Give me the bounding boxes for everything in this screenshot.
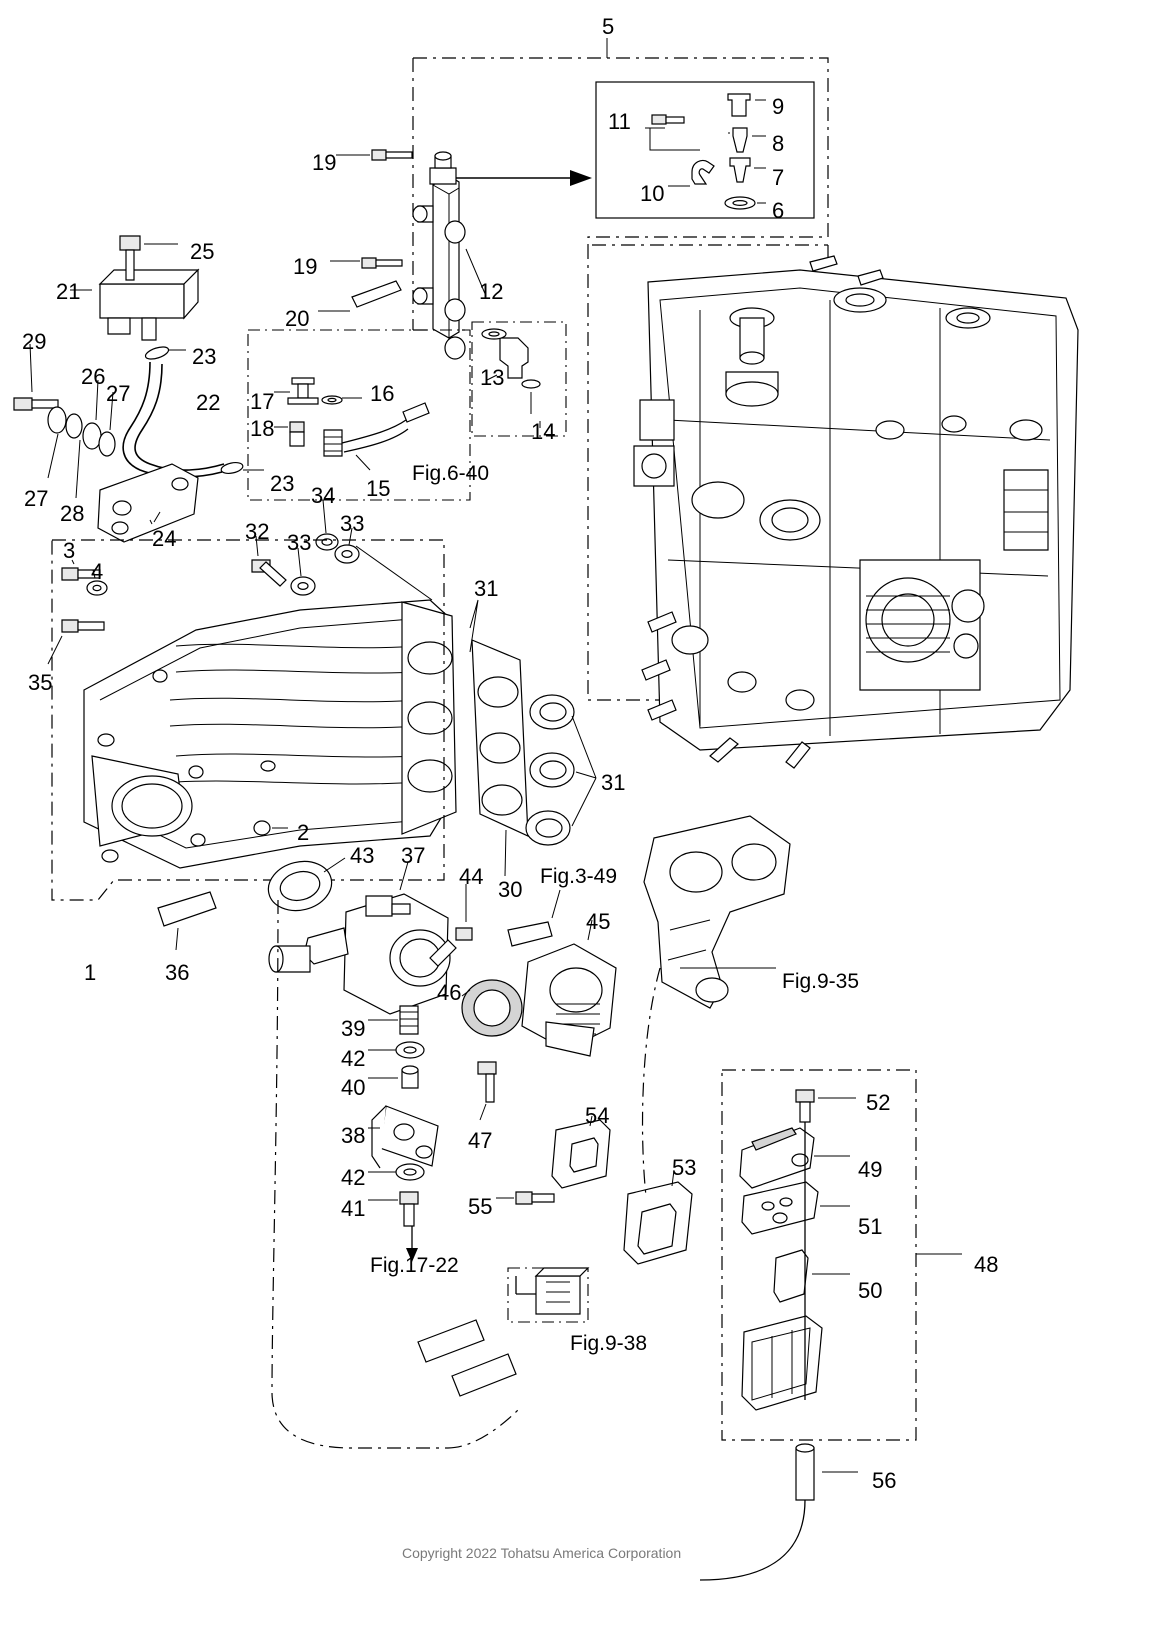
callout-8: 8 — [772, 131, 785, 156]
callout-10: 10 — [640, 181, 665, 206]
callout-21: 21 — [56, 279, 81, 304]
callout-16: 16 — [370, 381, 395, 406]
callout-56: 56 — [872, 1468, 897, 1493]
callout-42-lower: 42 — [341, 1165, 366, 1190]
callout-22: 22 — [196, 390, 221, 415]
callout-23-upper: 23 — [192, 344, 217, 369]
callout-40: 40 — [341, 1075, 366, 1100]
callout-23-lower: 23 — [270, 471, 295, 496]
callout-31-lower: 31 — [601, 770, 626, 795]
fig-ref-9-38[interactable]: Fig.9-38 — [570, 1332, 648, 1355]
callout-25: 25 — [190, 239, 215, 264]
callout-46: 46 — [437, 980, 462, 1005]
callout-52: 52 — [866, 1090, 891, 1115]
callout-53: 53 — [672, 1155, 697, 1180]
callout-15: 15 — [366, 476, 391, 501]
fig-ref-3-49[interactable]: Fig.3-49 — [540, 865, 618, 888]
callout-42-upper: 42 — [341, 1046, 366, 1071]
callout-7: 7 — [772, 165, 785, 190]
callout-6: 6 — [772, 198, 785, 223]
callout-34: 34 — [311, 483, 336, 508]
callout-13: 13 — [480, 365, 505, 390]
callout-12: 12 — [479, 279, 504, 304]
callout-41: 41 — [341, 1196, 366, 1221]
callout-48: 48 — [974, 1252, 999, 1277]
callout-3: 3 — [63, 538, 76, 563]
fig-ref-9-35[interactable]: Fig.9-35 — [782, 970, 860, 993]
callout-19-upper: 19 — [312, 150, 337, 175]
callout-2: 2 — [297, 820, 310, 845]
callout-50: 50 — [858, 1278, 883, 1303]
callout-17: 17 — [250, 389, 275, 414]
callout-20: 20 — [285, 306, 310, 331]
copyright-notice: Copyright 2022 Tohatsu America Corporation — [402, 1545, 682, 1561]
callout-55: 55 — [468, 1194, 493, 1219]
callout-14: 14 — [531, 419, 556, 444]
fig-ref-6-40[interactable]: Fig.6-40 — [412, 462, 490, 485]
callout-28: 28 — [60, 501, 85, 526]
callout-36: 36 — [165, 960, 190, 985]
fig-ref-17-22[interactable]: Fig.17-22 — [370, 1254, 459, 1277]
callout-51: 51 — [858, 1214, 883, 1239]
callout-4: 4 — [91, 559, 104, 584]
callout-49: 49 — [858, 1157, 883, 1182]
callout-47: 47 — [468, 1128, 493, 1153]
callout-18: 18 — [250, 416, 275, 441]
callout-39: 39 — [341, 1016, 366, 1041]
callout-31-upper: 31 — [474, 576, 499, 601]
callout-19-lower: 19 — [293, 254, 318, 279]
callout-5: 5 — [602, 14, 615, 39]
callout-54: 54 — [585, 1103, 610, 1128]
callout-27-lower: 27 — [24, 486, 49, 511]
callout-32: 32 — [245, 519, 270, 544]
callout-1: 1 — [84, 960, 97, 985]
callout-9: 9 — [772, 94, 785, 119]
callout-37: 37 — [401, 843, 426, 868]
callout-29: 29 — [22, 329, 47, 354]
callout-11: 11 — [608, 109, 631, 134]
callout-43: 43 — [350, 843, 375, 868]
callout-33-b: 33 — [340, 511, 365, 536]
callout-33-a: 33 — [287, 530, 312, 555]
callout-44: 44 — [459, 864, 484, 889]
callout-24: 24 — [152, 526, 177, 551]
callout-38: 38 — [341, 1123, 366, 1148]
callout-30: 30 — [498, 877, 523, 902]
callout-35: 35 — [28, 670, 53, 695]
callout-45: 45 — [586, 909, 611, 934]
callout-26: 26 — [81, 364, 106, 389]
callout-27-upper: 27 — [106, 381, 131, 406]
